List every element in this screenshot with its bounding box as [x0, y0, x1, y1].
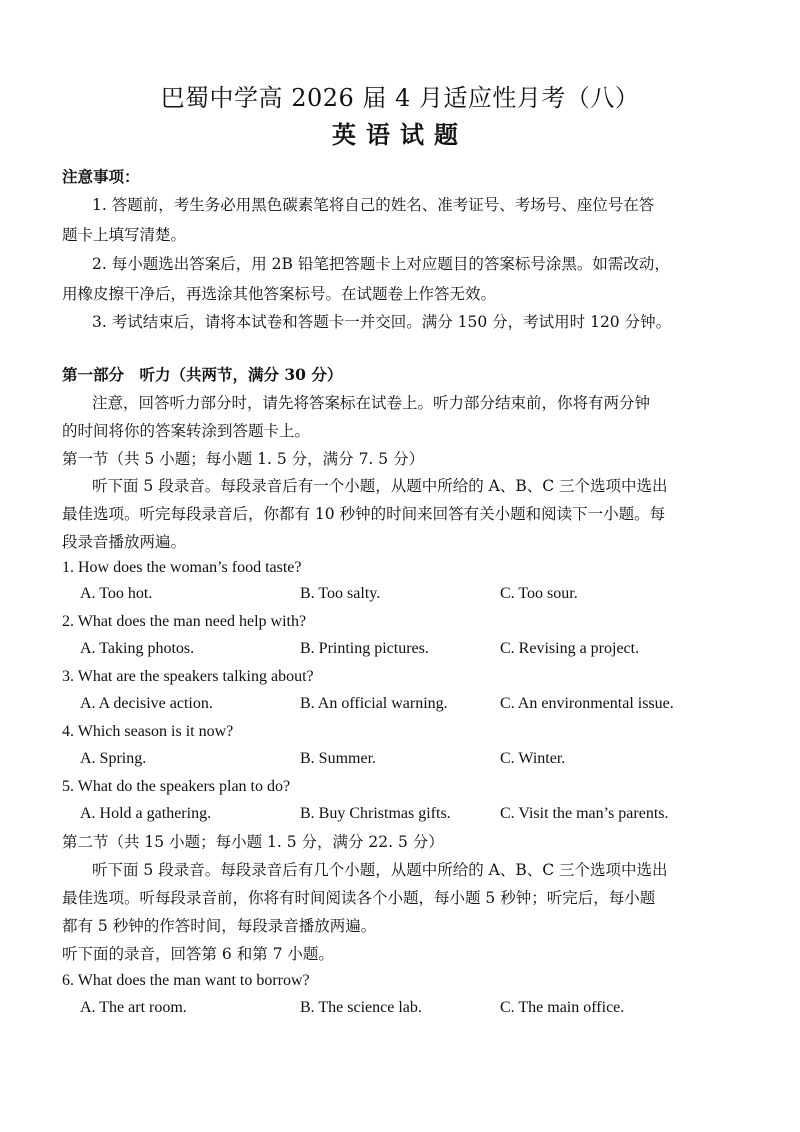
part1-note-line-2: 的时间将你的答案转涂到答题卡上。 — [62, 422, 311, 440]
notes-item-1-line-1: 1. 答题前，考生务必用黑色碳素笔将自己的姓名、准考证号、考场号、座位号在答 — [92, 196, 655, 214]
section1-instr-line-3: 段录音播放两遍。 — [62, 533, 187, 551]
section2-instr-line-1: 听下面 5 段录音。每段录音后有几个小题，从题中所给的 A、B、C 三个选项中选出 — [92, 861, 668, 879]
question-2-option-b: B. Printing pictures. — [300, 640, 429, 657]
section1-instr-line-2: 最佳选项。听完每段录音后，你都有 10 秒钟的时间来回答有关小题和阅读下一小题。每 — [62, 505, 666, 523]
question-3-option-c: C. An environmental issue. — [500, 695, 674, 712]
question-6: 6. What does the man want to borrow? — [62, 972, 310, 989]
question-3-option-a: A. A decisive action. — [80, 695, 213, 712]
part1-heading: 第一部分 听力（共两节，满分 30 分） — [62, 365, 343, 384]
question-1-option-c: C. Too sour. — [500, 585, 578, 602]
section1-heading: 第一节（共 5 小题；每小题 1. 5 分，满分 7. 5 分） — [62, 450, 425, 468]
question-1: 1. How does the woman’s food taste? — [62, 559, 302, 576]
question-1-option-a: A. Too hot. — [80, 585, 153, 602]
question-2-option-a: A. Taking photos. — [80, 640, 195, 657]
question-3: 3. What are the speakers talking about? — [62, 668, 314, 685]
question-4-option-a: A. Spring. — [80, 750, 147, 767]
question-6-option-c: C. The main office. — [500, 999, 625, 1016]
page-title: 巴蜀中学高 2026 届 4 月适应性月考（八） — [160, 84, 640, 112]
section2-instr-line-3: 都有 5 秒钟的作答时间，每段录音播放两遍。 — [62, 917, 377, 935]
notes-item-1-line-2: 题卡上填写清楚。 — [62, 226, 187, 244]
question-2: 2. What does the man need help with? — [62, 613, 307, 630]
question-5: 5. What do the speakers plan to do? — [62, 778, 291, 795]
question-1-option-b: B. Too salty. — [300, 585, 381, 602]
question-5-option-b: B. Buy Christmas gifts. — [300, 805, 451, 822]
notes-heading: 注意事项： — [62, 167, 140, 186]
question-5-option-c: C. Visit the man’s parents. — [500, 805, 669, 822]
question-4: 4. Which season is it now? — [62, 723, 234, 740]
question-2-option-c: C. Revising a project. — [500, 640, 640, 657]
section1-instr-line-1: 听下面 5 段录音。每段录音后有一个小题，从题中所给的 A、B、C 三个选项中选出 — [92, 477, 668, 495]
question-4-option-b: B. Summer. — [300, 750, 377, 767]
section2-heading: 第二节（共 15 小题；每小题 1. 5 分，满分 22. 5 分） — [62, 833, 444, 851]
section2-instr-line-2: 最佳选项。听每段录音前，你将有时间阅读各个小题，每小题 5 秒钟；听完后，每小题 — [62, 889, 656, 907]
question-6-option-a: A. The art room. — [80, 999, 187, 1016]
notes-item-2-line-1: 2. 每小题选出答案后，用 2B 铅笔把答题卡上对应题目的答案标号涂黑。如需改动， — [92, 255, 670, 273]
part1-note-line-1: 注意，回答听力部分时，请先将答案标在试卷上。听力部分结束前，你将有两分钟 — [92, 394, 651, 412]
notes-item-2-line-2: 用橡皮擦干净后，再选涂其他答案标号。在试题卷上作答无效。 — [62, 285, 497, 303]
question-6-option-b: B. The science lab. — [300, 999, 422, 1016]
notes-item-3-line-1: 3. 考试结束后，请将本试卷和答题卡一并交回。满分 150 分，考试用时 120 分钟。 — [92, 313, 672, 331]
question-3-option-b: B. An official warning. — [300, 695, 448, 712]
page-subtitle: 英语试题 — [332, 120, 468, 149]
section2-sub-instruction: 听下面的录音，回答第 6 和第 7 小题。 — [62, 945, 334, 963]
question-5-option-a: A. Hold a gathering. — [80, 805, 212, 822]
question-4-option-c: C. Winter. — [500, 750, 566, 767]
